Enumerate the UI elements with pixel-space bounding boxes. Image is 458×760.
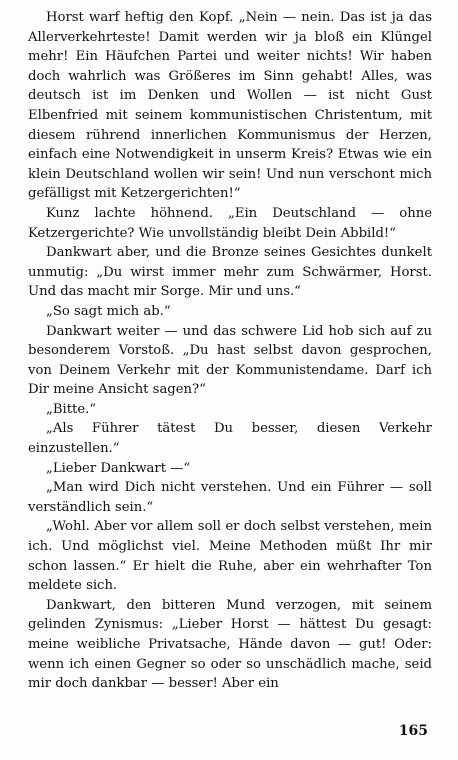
paragraph: „Bitte.“ (46, 401, 97, 417)
paragraph: Dankwart weiter — und das schwere Lid hob sich auf zu besonderem Vorstoß. „Du hast selbst davon gesprochen, von Deinem Verkehr mit der Kommunistendame. Darf ich Dir meine Ansicht sagen?“ (28, 323, 432, 398)
paragraph: „Lieber Dankwart —“ (46, 460, 191, 476)
paragraph: „Man wird Dich nicht verstehen. Und ein Führer — soll verständlich sein.“ (28, 480, 432, 515)
paragraph: „Wohl. Aber vor allem soll er doch selbst verstehen, mein ich. Und möglichst viel. Meine Methoden müßt Ihr mir schon lassen.“ Er hielt die Ruhe, aber ein wehrhafter Ton meldete sich. (28, 519, 432, 594)
paragraph: „Als Führer tätest Du besser, diesen Verkehr einzustellen.“ (28, 421, 432, 457)
paragraph: Horst warf heftig den Kopf. „Nein — nein. Das ist ja das Allerverkehrteste! Damit werden wir ja bloß ein Klüngel mehr! Ein Häufchen Partei und weiter nichts! Wir haben doch wahrlich was Größeres im Sinn gehabt! Alles, was deutsch ist im Denken und Wollen — ist nicht Gust Elbenfried mit seinem kommunistischen Christentum, mit diesem rührend innerlichen Kommunismus der Herzen, einfach eine Notwendigkeit in unserm Kreis? Etwas wie ein klein Deutschland wollen wir sein! Und nun verschont mich gefälligst mit Ketzergerichten!“ (28, 10, 432, 202)
paragraph: „So sagt mich ab.“ (46, 303, 171, 319)
paragraph: Kunz lachte höhnend. „Ein Deutschland — ohne Ketzergerichte? Wie unvollständig bleibt Dein Abbild!“ (28, 205, 432, 241)
paragraph: Dankwart aber, und die Bronze seines Gesichtes dunkelt unmutig: „Du wirst immer mehr zum Schwärmer, Horst. Und das macht mir Sorge. Mir und uns.“ (28, 245, 432, 300)
page-number: 165 (398, 723, 428, 739)
body-text (28, 8, 432, 694)
paragraph: Dankwart, den bitteren Mund verzogen, mit seinem gelinden Zynismus: „Lieber Horst — hättest Du gesagt: meine weibliche Privatsache, Hände davon — gut! Oder: wenn ich einen Gegner so oder so unschädlich mache, seid mir doch dankbar — besser! Aber ein (28, 597, 432, 692)
